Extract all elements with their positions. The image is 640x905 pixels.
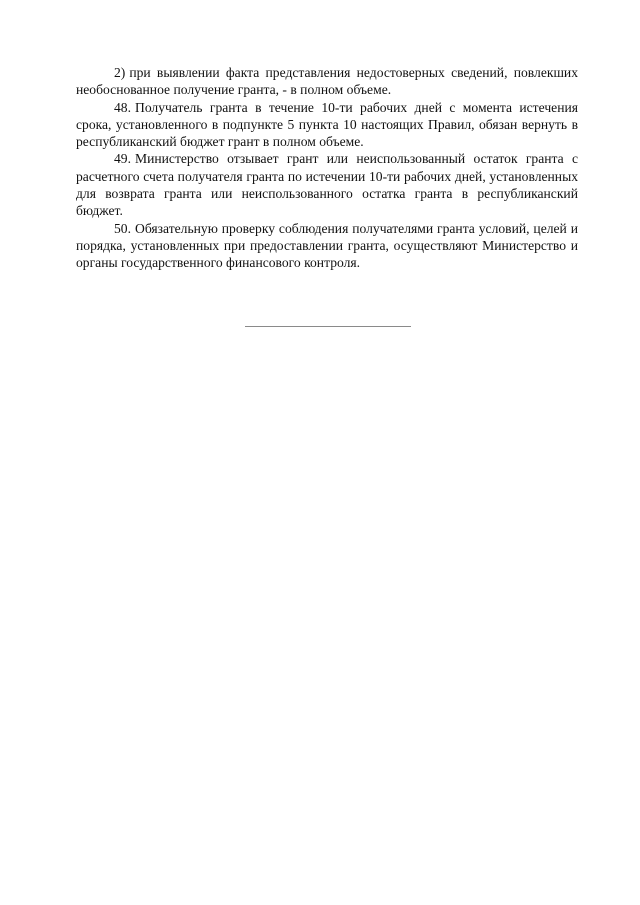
paragraph-48: [76, 99, 578, 151]
paragraph-text: при выявлении факта представления недостоверных сведений, повлекших необоснованное получение гранта, - в полном объеме.: [76, 65, 578, 98]
paragraph-number: 49.: [114, 151, 131, 167]
end-divider-line: [245, 326, 411, 327]
paragraph-number: 48.: [114, 99, 131, 115]
paragraph-number: 50.: [114, 220, 131, 236]
paragraph-text: Министерство отзывает грант или неиспользованный остаток гранта с расчетного счета получателя гранта по истечении 10-ти рабочих дней, установленных для возврата гранта или неиспользованного остатка гранта в республиканский бюджет.: [76, 151, 578, 219]
paragraph-text: Получатель гранта в течение 10-ти рабочих дней с момента истечения срока, установленного в подпункте 5 пункта 10 настоящих Правил, обязан вернуть в республиканский бюджет грант в полном объеме.: [76, 99, 578, 150]
paragraph-50: [76, 220, 578, 272]
paragraph-2: [76, 64, 578, 99]
paragraph-49: [76, 150, 578, 219]
paragraph-number: 2): [114, 65, 126, 80]
document-body: [76, 64, 578, 272]
paragraph-text: Обязательную проверку соблюдения получателями гранта условий, целей и порядка, установленных при предоставлении гранта, осуществляют Министерство и органы государственного финансового контроля.: [76, 220, 578, 271]
